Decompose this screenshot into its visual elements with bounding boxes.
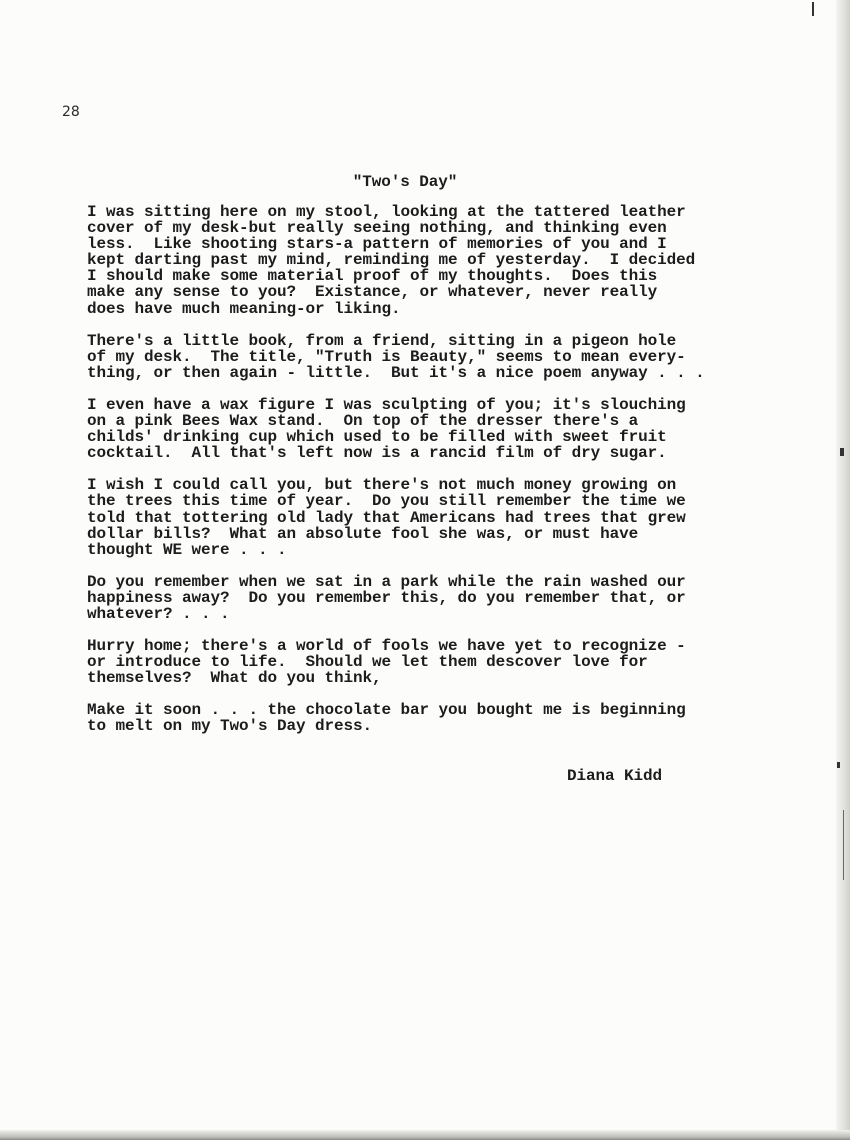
text-line: cover of my desk-but really seeing nothing, and thinking even [87,219,667,238]
scan-mark [840,448,844,456]
scan-mark [837,762,840,768]
text-line: or introduce to life. Should we let them descover love for [87,653,648,672]
text-line: whatever? . . . [87,604,230,623]
text-line: on a pink Bees Wax stand. On top of the dresser there's a [87,412,639,431]
text-line: to melt on my Two's Day dress. [87,717,373,736]
text-line: told that tottering old lady that Americans had trees that grew [87,508,686,527]
paragraph [87,574,807,622]
document-body [87,204,807,751]
paragraph [87,702,807,734]
text-line: kept darting past my mind, reminding me of yesterday. I decided [87,251,696,270]
paragraph [87,204,807,317]
text-line: Hurry home; there's a world of fools we have yet to recognize - [87,637,686,656]
text-line: the trees this time of year. Do you still remember the time we [87,492,686,511]
scan-mark [843,810,844,880]
text-line: childs' drinking cup which used to be filled with sweet fruit [87,428,667,447]
text-line: dollar bills? What an absolute fool she was, or must have [87,524,639,543]
page-bottom-edge [0,1130,850,1140]
scan-mark [812,2,814,16]
text-line: Make it soon . . . the chocolate bar you bought me is beginning [87,701,686,720]
text-line: cocktail. All that's left now is a rancid film of dry sugar. [87,444,667,463]
text-line: I was sitting here on my stool, looking at the tattered leather [87,203,686,221]
paragraph [87,477,807,557]
text-line: thought WE were . . . [87,540,287,559]
text-line: happiness away? Do you remember this, do you remember that, or [87,588,686,607]
paragraph [87,397,807,461]
author-signature: Diana Kidd [567,767,663,785]
text-line: I wish I could call you, but there's not much money growing on [87,476,677,495]
text-line: Do you remember when we sat in a park while the rain washed our [87,572,686,591]
text-line: less. Like shooting stars-a pattern of memories of you and I [87,235,667,254]
page-number: 28 [62,104,80,120]
paragraph [87,638,807,686]
text-line: make any sense to you? Existance, or whatever, never really [87,283,658,302]
text-line: There's a little book, from a friend, sitting in a pigeon hole [87,331,677,350]
text-line: I should make some material proof of my thoughts. Does this [87,267,658,286]
text-line: themselves? What do you think, [87,669,382,688]
document-title: "Two's Day" [352,173,458,191]
text-line: thing, or then again - little. But it's a nice poem anyway . . . [87,363,705,382]
text-line: I even have a wax figure I was sculpting of you; it's slouching [87,395,686,414]
text-line: of my desk. The title, "Truth is Beauty," seems to mean every- [87,347,686,366]
paragraph [87,333,807,381]
page-right-edge [836,0,850,1140]
text-line: does have much meaning-or liking. [87,299,401,318]
